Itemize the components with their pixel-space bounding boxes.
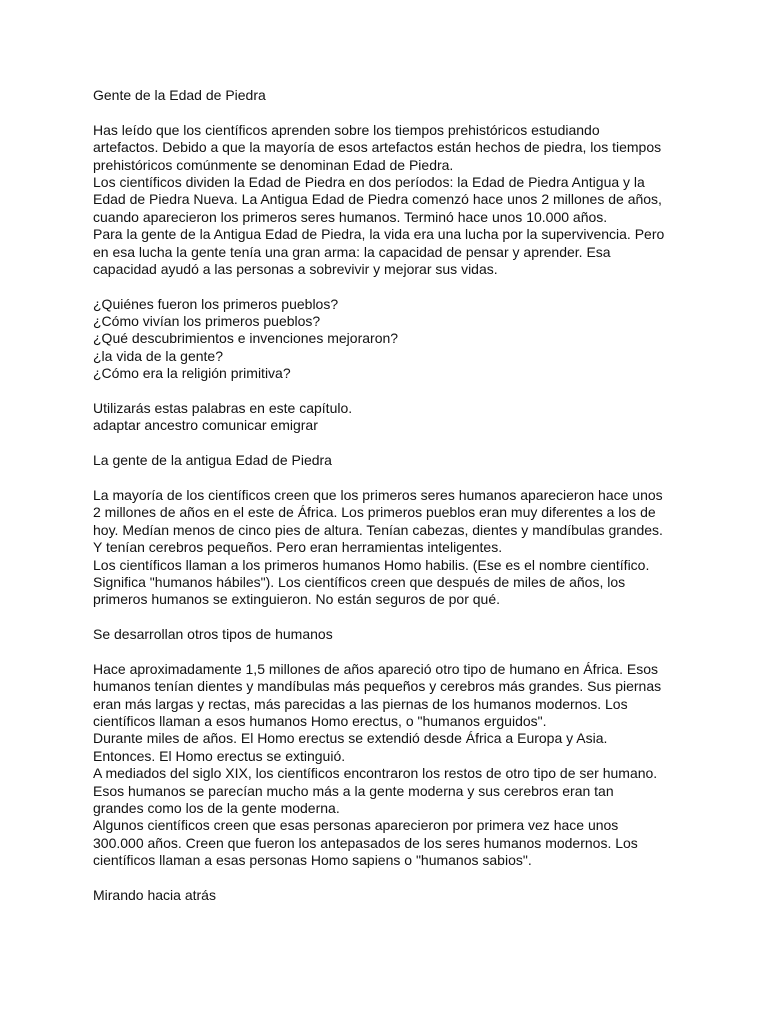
text-line: Edad de Piedra Nueva. La Antigua Edad de Piedra comenzó hace unos 2 millones de años, (93, 191, 662, 208)
text-line: Y tenían cerebros pequeños. Pero eran herramientas inteligentes. (93, 539, 503, 556)
text-line: 300.000 años. Creen que fueron los antepasados de los seres humanos modernos. Los (93, 834, 638, 851)
spacer (93, 278, 683, 295)
text-line: en esa lucha la gente tenía una gran arma: la capacidad de pensar y aprender. Esa (93, 243, 611, 260)
text-line: Has leído que los científicos aprenden sobre los tiempos prehistóricos estudiando (93, 121, 600, 138)
section1-paragraph (93, 487, 683, 609)
text-line: Algunos científicos creen que esas personas aparecieron por primera vez hace unos (93, 817, 619, 834)
text-line: La mayoría de los científicos creen que los primeros seres humanos aparecieron hace unos (93, 486, 663, 503)
text-line: humanos tenían dientes y mandíbulas más pequeños y cerebros más grandes. Sus piernas (93, 678, 662, 695)
question-item: ¿Quiénes fueron los primeros pueblos? (93, 295, 339, 312)
text-line: A mediados del siglo XIX, los científicos encontraron los restos de otro tipo de ser humano. (93, 765, 658, 782)
spacer (93, 470, 683, 487)
text-line: 2 millones de años en el este de África. Los primeros pueblos eran muy diferentes a los de (93, 504, 656, 521)
question-item: ¿la vida de la gente? (93, 347, 223, 364)
text-line: grandes como los de la gente moderna. (93, 800, 340, 817)
text-line: primeros humanos se extinguieron. No están seguros de por qué. (93, 591, 501, 608)
spacer (93, 644, 683, 661)
intro-paragraph (93, 122, 683, 279)
text-line: Los científicos dividen la Edad de Piedra en dos períodos: la Edad de Piedra Antigua y la (93, 173, 645, 190)
question-item: ¿Qué descubrimientos e invenciones mejoraron? (93, 330, 399, 347)
text-line: Durante miles de años. El Homo erectus se extendió desde África a Europa y Asia. (93, 730, 608, 747)
text-line: Los científicos llaman a los primeros humanos Homo habilis. (Ese es el nombre científico. (93, 556, 650, 573)
document-title: Gente de la Edad de Piedra (93, 87, 266, 103)
vocabulary-intro: Utilizarás estas palabras en este capítulo. (93, 400, 353, 417)
text-line: hoy. Medían menos de cinco pies de altura. Tenían cabezas, dientes y mandíbulas grandes. (93, 521, 663, 538)
spacer (93, 104, 683, 121)
section-heading: Mirando hacia atrás (93, 886, 216, 903)
text-line: artefactos. Debido a que la mayoría de esos artefactos están hechos de piedra, los tiempos (93, 139, 662, 156)
text-line: capacidad ayudó a las personas a sobrevivir y mejorar sus vidas. (93, 260, 498, 277)
text-line: prehistóricos comúnmente se denominan Edad de Piedra. (93, 156, 454, 173)
text-line: científicos llaman a esas personas Homo sapiens o "humanos sabios". (93, 852, 532, 869)
spacer (93, 435, 683, 452)
spacer (93, 870, 683, 887)
text-line: cuando aparecieron los primeros seres humanos. Terminó hace unos 10.000 años. (93, 208, 608, 225)
text-line: científicos llaman a esos humanos Homo erectus, o "humanos erguidos". (93, 713, 547, 730)
text-line: Significa "humanos hábiles"). Los científicos creen que después de miles de años, los (93, 573, 626, 590)
vocabulary-block (93, 400, 683, 435)
text-line: Entonces. El Homo erectus se extinguió. (93, 747, 346, 764)
section-heading: Se desarrollan otros tipos de humanos (93, 626, 333, 643)
text-line: Hace aproximadamente 1,5 millones de años apareció otro tipo de humano en África. Esos (93, 660, 658, 677)
question-item: ¿Cómo era la religión primitiva? (93, 365, 291, 382)
text-line: Esos humanos se parecían mucho más a la gente moderna y sus cerebros eran tan (93, 782, 614, 799)
text-line: Para la gente de la Antigua Edad de Piedra, la vida era una lucha por la supervivencia. Pero (93, 226, 665, 243)
text-line: eran más largas y rectas, más parecidas a las piernas de los humanos modernos. Los (93, 695, 628, 712)
vocabulary-words: adaptar ancestro comunicar emigrar (93, 417, 318, 434)
section-heading: La gente de la antigua Edad de Piedra (93, 452, 332, 469)
section2-paragraph (93, 661, 683, 870)
questions-list (93, 296, 683, 383)
spacer (93, 383, 683, 400)
spacer (93, 609, 683, 626)
question-item: ¿Cómo vivían los primeros pueblos? (93, 313, 321, 330)
document-body (93, 87, 683, 904)
